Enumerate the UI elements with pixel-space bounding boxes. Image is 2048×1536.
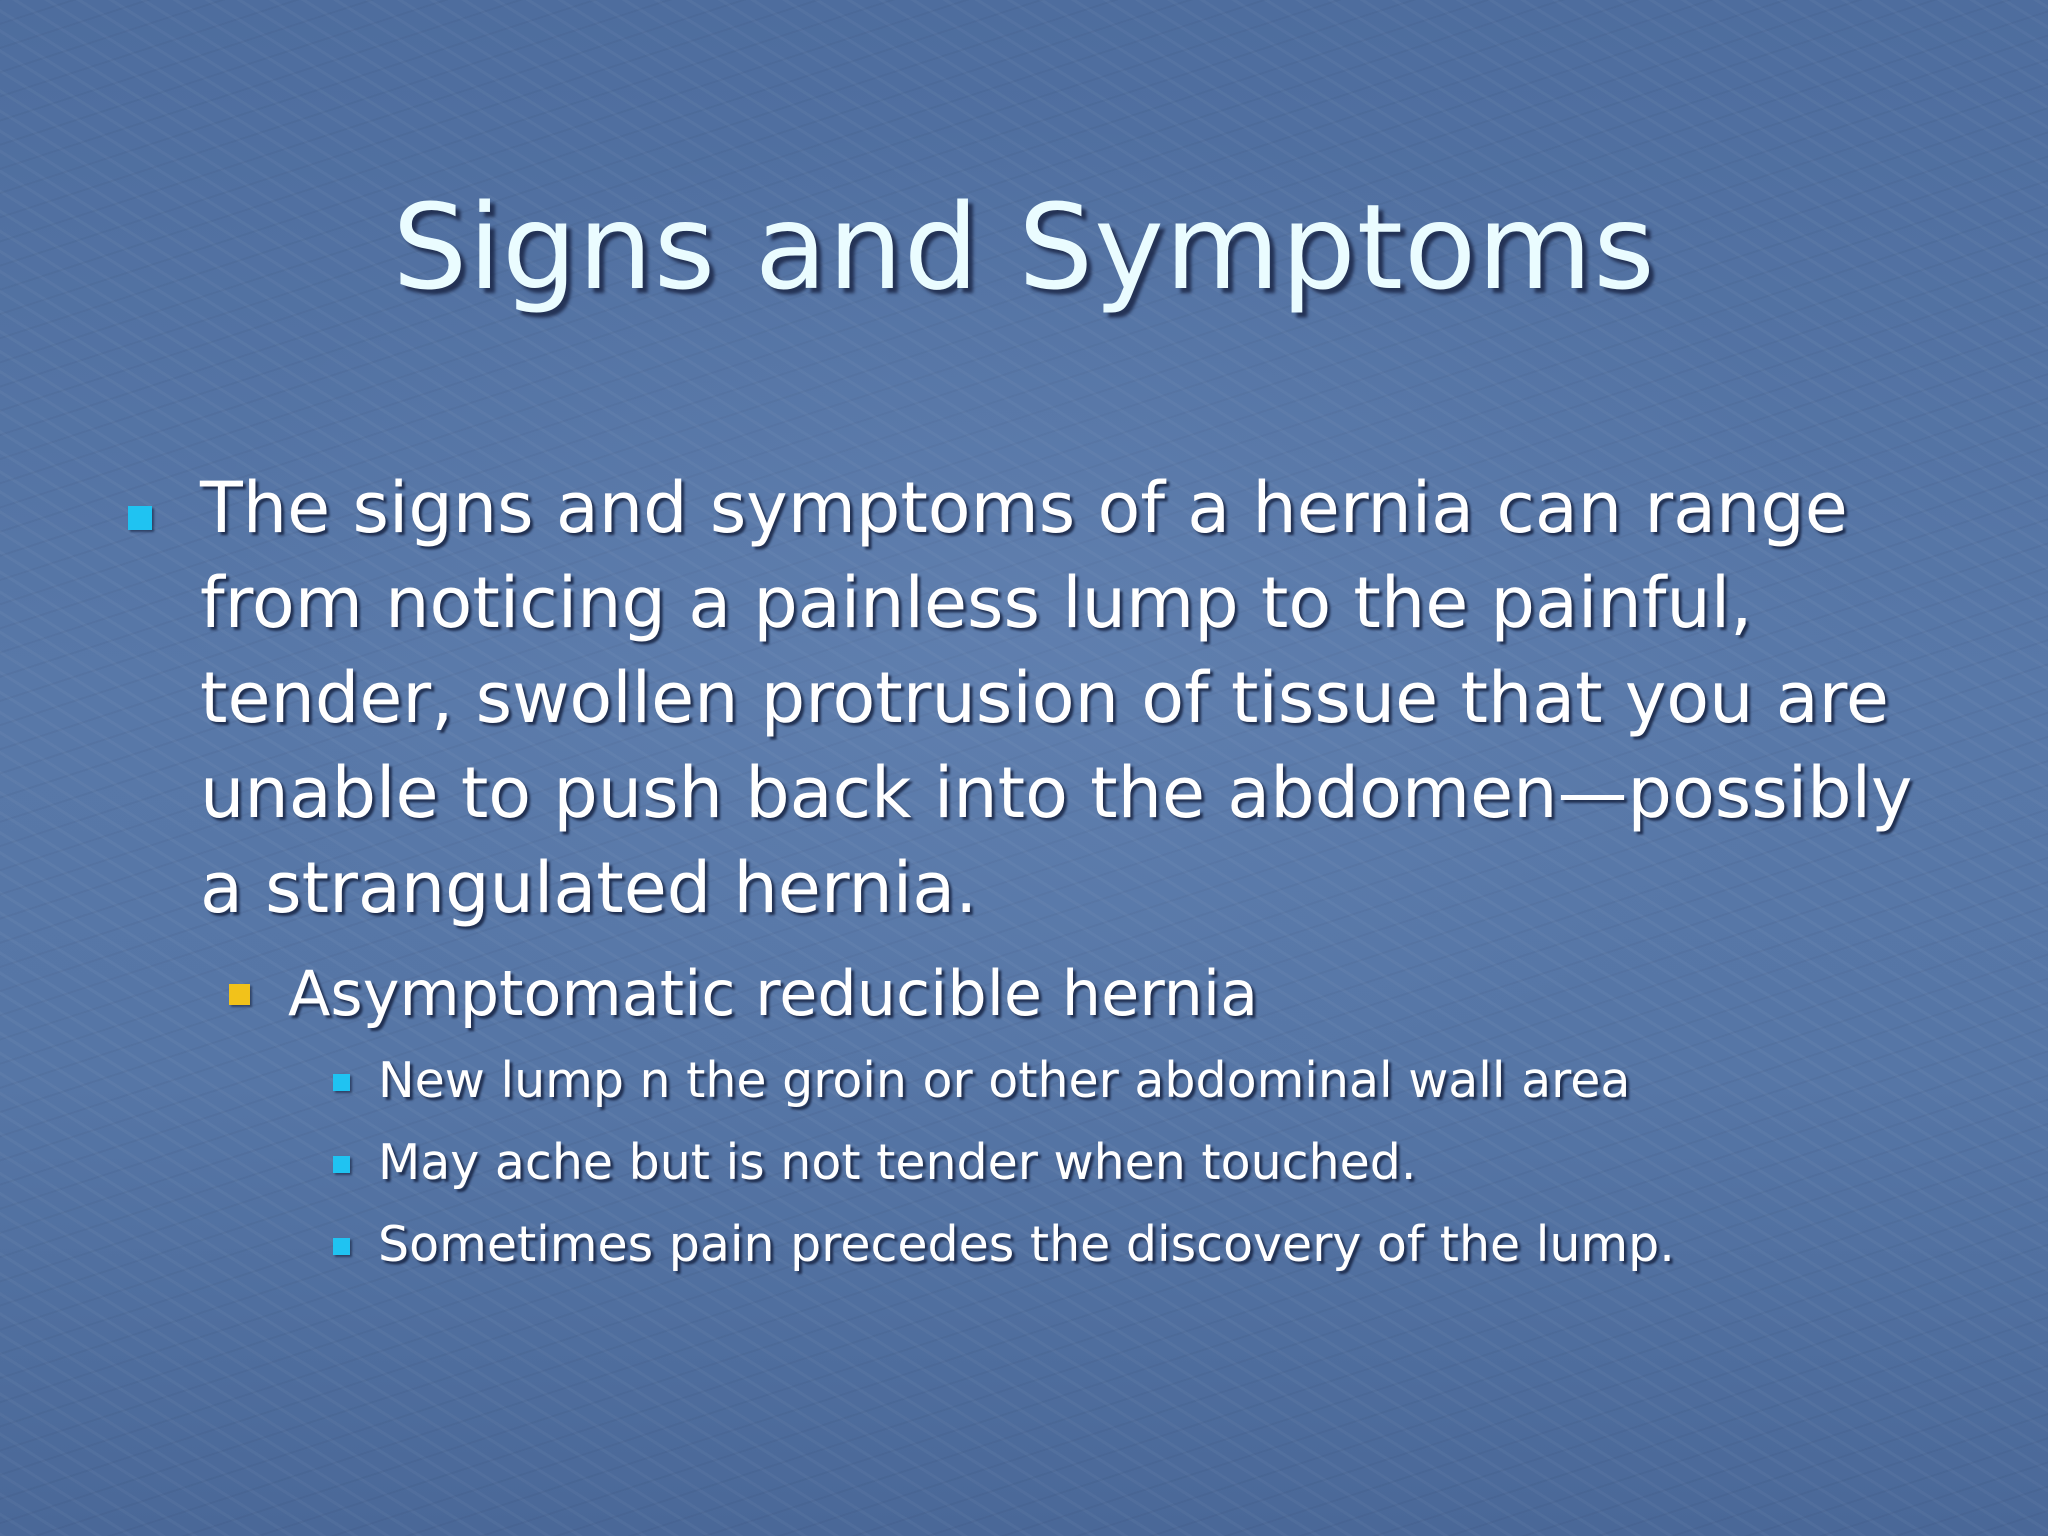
square-bullet-cyan-icon (128, 506, 152, 530)
bullet-level2-text: Asymptomatic reducible hernia (288, 957, 1259, 1030)
bullet-level1-line: tender, swollen protrusion of tissue that you are (200, 657, 1889, 739)
bullet-level3-item: New lump n the groin or other abdominal wall area (378, 1052, 1631, 1109)
bullet-level1-text (200, 461, 1920, 936)
bullet-level1-line: from noticing a painless lump to the painful, (200, 562, 1753, 644)
square-bullet-cyan-icon (333, 1156, 350, 1173)
square-bullet-cyan-icon (333, 1238, 350, 1255)
slide-title: Signs and Symptoms (392, 178, 1656, 316)
bullet-level3-item: Sometimes pain precedes the discovery of the lump. (378, 1216, 1675, 1273)
square-bullet-cyan-icon (333, 1074, 350, 1091)
bullet-level1-line: unable to push back into the abdomen—possibly (200, 752, 1913, 834)
bullet-level1-line: a strangulated hernia. (200, 847, 978, 929)
square-bullet-yellow-icon (229, 984, 250, 1005)
bullet-level1-line: The signs and symptoms of a hernia can range (200, 467, 1848, 549)
bullet-level3-item: May ache but is not tender when touched. (378, 1134, 1417, 1191)
